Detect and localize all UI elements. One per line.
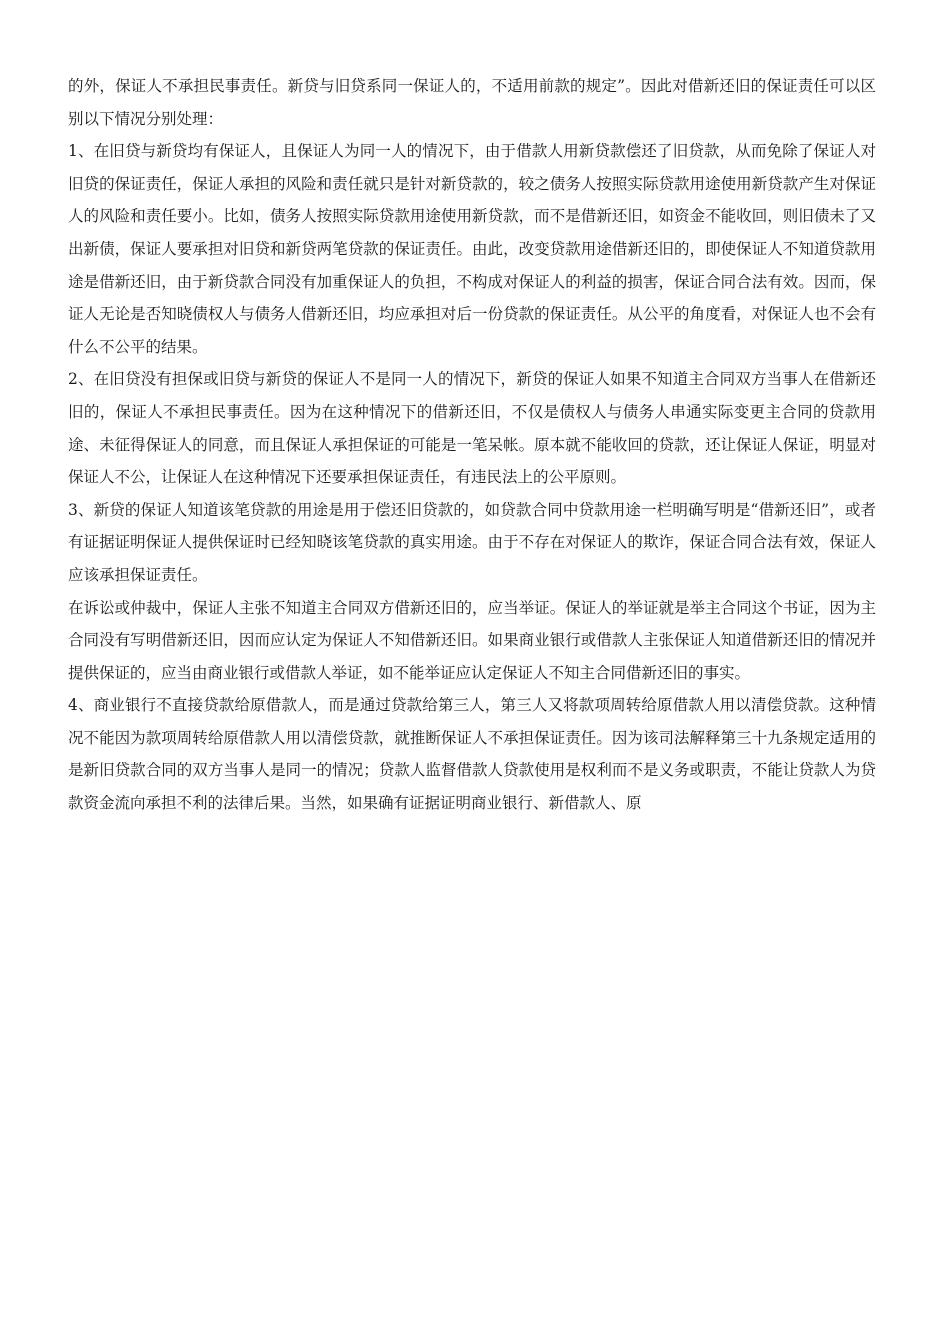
paragraph-case-1: 1、在旧贷与新贷均有保证人，且保证人为同一人的情况下，由于借款人用新贷款偿还了旧贷款，从而免除了保证人对旧贷的保证责任，保证人承担的风险和责任就只是针对新贷款的，较之债务人按照实际贷款用途使用新贷款产生对保证人的风险和责任要小。比如，债务人按照实际贷款用途使用新贷款，而不是借新还旧，如资金不能收回，则旧债未了又出新债，保证人要承担对旧贷和新贷两笔贷款的保证责任。由此，改变贷款用途借新还旧的，即使保证人不知道贷款用途是借新还旧，由于新贷款合同没有加重保证人的负担，不构成对保证人的利益的损害，保证合同合法有效。因而，保证人无论是否知晓债权人与债务人借新还旧，均应承担对后一份贷款的保证责任。从公平的角度看，对保证人也不会有什么不公平的结果。 (68, 142, 876, 356)
paragraph-intro-continuation: 的外，保证人不承担民事责任。新贷与旧贷系同一保证人的，不适用前款的规定”。因此对借新还旧的保证责任可以区别以下情况分别处理： (68, 77, 876, 128)
paragraph-case-2: 2、在旧贷没有担保或旧贷与新贷的保证人不是同一人的情况下，新贷的保证人如果不知道主合同双方当事人在借新还旧的，保证人不承担民事责任。因为在这种情况下的借新还旧，不仅是债权人与债务人串通实际变更主合同的贷款用途、未征得保证人的同意，而且保证人承担保证的可能是一笔呆帐。原本就不能收回的贷款，还让保证人保证，明显对保证人不公，让保证人在这种情况下还要承担保证责任，有违民法上的公平原则。 (68, 370, 876, 487)
document-body (68, 70, 876, 820)
paragraph-case-4: 4、商业银行不直接贷款给原借款人，而是通过贷款给第三人，第三人又将款项周转给原借款人用以清偿贷款。这种情况不能因为款项周转给原借款人用以清偿贷款，就推断保证人不承担保证责任。因为该司法解释第三十九条规定适用的是新旧贷款合同的双方当事人是同一的情况；贷款人监督借款人贷款使用是权利而不是义务或职责，不能让贷款人为贷款资金流向承担不利的法律后果。当然，如果确有证据证明商业银行、新借款人、原 (68, 696, 876, 813)
paragraph-case-3: 3、新贷的保证人知道该笔贷款的用途是用于偿还旧贷款的，如贷款合同中贷款用途一栏明确写明是“借新还旧”，或者有证据证明保证人提供保证时已经知晓该笔贷款的真实用途。由于不存在对保证人的欺诈，保证合同合法有效，保证人应该承担保证责任。 (68, 500, 876, 584)
paragraph-burden-of-proof: 在诉讼或仲裁中，保证人主张不知道主合同双方借新还旧的，应当举证。保证人的举证就是举主合同这个书证，因为主合同没有写明借新还旧，因而应认定为保证人不知借新还旧。如果商业银行或借款人主张保证人知道借新还旧的情况并提供保证的，应当由商业银行或借款人举证，如不能举证应认定保证人不知主合同借新还旧的事实。 (68, 598, 876, 682)
